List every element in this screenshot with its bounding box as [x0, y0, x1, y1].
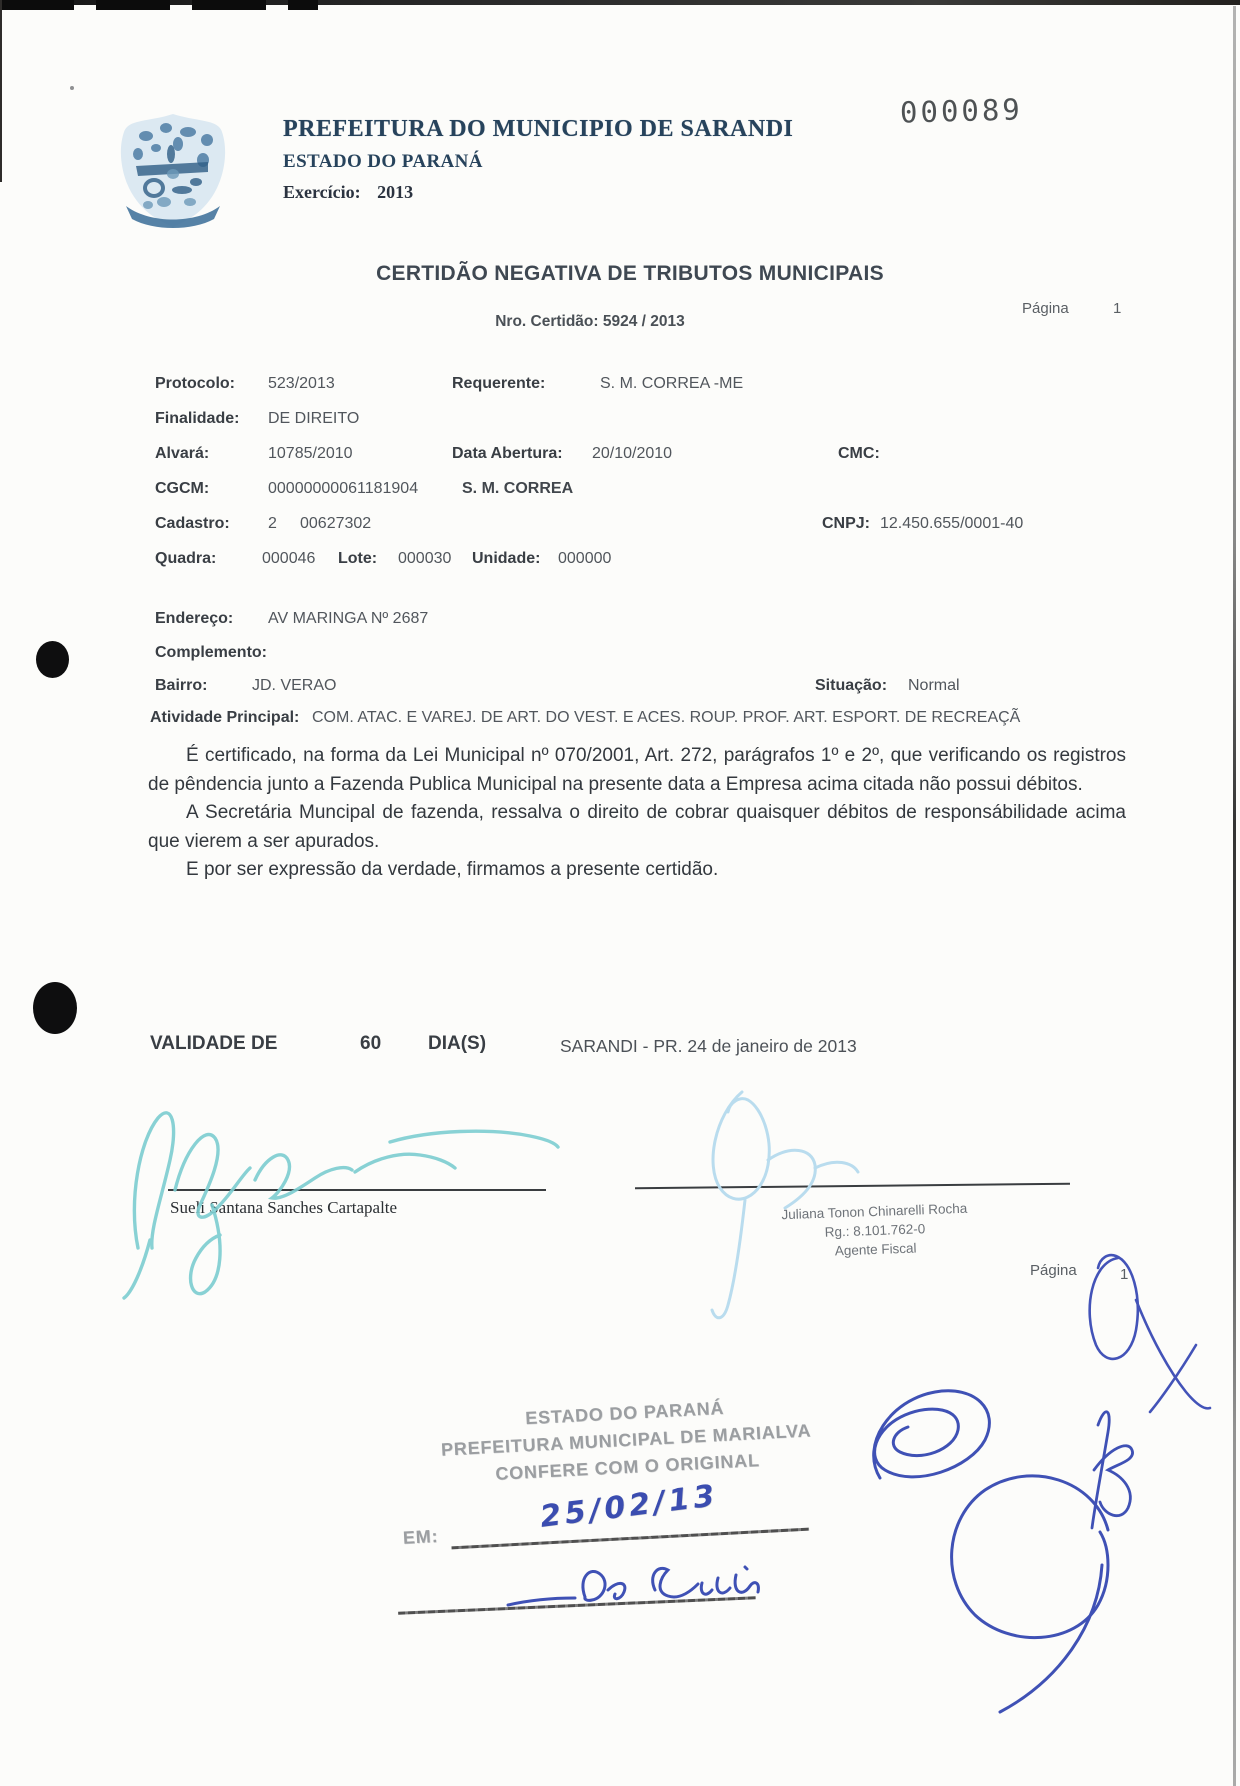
certificate-body-text — [148, 742, 1126, 885]
protocolo-label: Protocolo: — [155, 375, 235, 392]
cadastro-value-1: 2 — [268, 515, 277, 532]
alvara-value: 10785/2010 — [268, 445, 353, 462]
signatory-block-right — [759, 1198, 991, 1263]
pen-scribble-loop — [952, 1476, 1108, 1712]
pen-scribble-spiral — [874, 1391, 990, 1478]
page-label-top: Página — [1022, 300, 1069, 317]
scan-edge-left — [0, 0, 2, 182]
cnpj-label: CNPJ: — [822, 515, 871, 532]
header-org-name: PREFEITURA DO MUNICIPIO DE SARANDI — [283, 116, 794, 142]
bairro-value: JD. VERAO — [252, 677, 337, 694]
lote-value: 000030 — [398, 550, 452, 567]
page-number-top: 1 — [1113, 300, 1122, 317]
document-title: CERTIDÃO NEGATIVA DE TRIBUTOS MUNICIPAIS — [376, 262, 884, 285]
cmc-label: CMC: — [838, 445, 880, 462]
validity-days: 60 — [360, 1033, 382, 1054]
signatory-name-left: Sueli Santana Sanches Cartapalte — [170, 1198, 398, 1217]
stamp-line-2: PREFEITURA MUNICIPAL DE MARIALVA — [440, 1420, 812, 1460]
body-paragraph-2: A Secretária Muncipal de fazenda, ressalva o direito de cobrar quaisquer débitos de responsábilidade acima que vierem a ser apurados. — [148, 802, 1126, 852]
exercise-label: Exercício: — [283, 182, 361, 202]
place-date: SARANDI - PR. 24 de janeiro de 2013 — [560, 1036, 857, 1056]
finalidade-label: Finalidade: — [155, 410, 240, 427]
exercise-value: 2013 — [377, 182, 414, 202]
corner-stamp-number: 000089 — [899, 92, 1024, 130]
pen-scribble-pagina — [1090, 1255, 1210, 1412]
cgcm-label: CGCM: — [155, 480, 210, 497]
certificate-number-value: 5924 / 2013 — [602, 313, 685, 330]
cgcm-company-name: S. M. CORREA — [462, 480, 574, 497]
atividade-value: COM. ATAC. E VAREJ. DE ART. DO VEST. E ACES. ROUP. PROF. ART. ESPORT. DE RECREAÇÃ — [312, 709, 1021, 726]
verification-stamp — [384, 1388, 871, 1564]
handwritten-date: 25/02/13 — [538, 1478, 721, 1535]
validity-label: VALIDADE DE — [150, 1033, 278, 1054]
hole-punch-top — [36, 641, 69, 678]
situacao-label: Situação: — [815, 677, 888, 694]
municipal-crest-logo — [108, 110, 238, 230]
quadra-value: 000046 — [262, 550, 316, 567]
stamp-line-1: ESTADO DO PARANÁ — [524, 1397, 725, 1429]
body-paragraph-1: É certificado, na forma da Lei Municipal nº 070/2001, Art. 272, parágrafos 1º e 2º, que verificando os registros de pêndencia junto a Fazenda Publica Municipal na presente data a Empresa acima citada não possui débitos. — [148, 745, 1126, 795]
scan-edge-top-dashes — [0, 0, 318, 10]
cadastro-value-2: 00627302 — [300, 515, 372, 532]
pen-scribble-k-mark — [1092, 1412, 1133, 1528]
body-paragraph-3: E por ser expressão da verdade, firmamos a presente certidão. — [186, 859, 719, 880]
signature-line-left — [168, 1189, 546, 1191]
quadra-label: Quadra: — [155, 550, 217, 567]
signatory-name-right: Juliana Tonon Chinarelli Rocha — [781, 1200, 968, 1223]
complemento-label: Complemento: — [155, 644, 267, 661]
finalidade-value: DE DIREITO — [268, 410, 360, 427]
header-state: ESTADO DO PARANÁ — [283, 151, 483, 172]
endereco-value: AV MARINGA Nº 2687 — [268, 610, 429, 627]
situacao-value: Normal — [908, 677, 960, 694]
stamp-em-label: EM: — [402, 1526, 439, 1548]
protocolo-value: 523/2013 — [268, 375, 335, 392]
cnpj-value: 12.450.655/0001-40 — [880, 515, 1024, 532]
bairro-label: Bairro: — [155, 677, 208, 694]
signature-line-right — [635, 1183, 1070, 1190]
hole-punch-bottom — [33, 982, 77, 1034]
requerente-value: S. M. CORREA -ME — [600, 375, 744, 392]
data-abertura-label: Data Abertura: — [452, 445, 563, 462]
stamp-line-3: CONFERE COM O ORIGINAL — [494, 1450, 761, 1484]
unidade-label: Unidade: — [472, 550, 541, 567]
page-number-bottom: 1 — [1120, 1266, 1129, 1283]
cgcm-value: 00000000061181904 — [268, 480, 419, 497]
page-label-bottom: Página — [1030, 1262, 1077, 1279]
requerente-label: Requerente: — [452, 375, 546, 392]
scan-speck — [70, 86, 74, 90]
signatory-role-right: Agente Fiscal — [834, 1240, 917, 1259]
endereco-label: Endereço: — [155, 610, 234, 627]
stamp-em-line — [451, 1528, 809, 1550]
certificate-number-line — [400, 313, 780, 331]
signatory-id-right: Rg.: 8.101.762-0 — [824, 1221, 926, 1240]
header-exercise — [283, 182, 413, 203]
unidade-value: 000000 — [558, 550, 612, 567]
atividade-label: Atividade Principal: — [150, 709, 300, 726]
stamp-signature-line — [398, 1596, 756, 1615]
certificate-number-label: Nro. Certidão: — [495, 313, 599, 330]
data-abertura-value: 20/10/2010 — [592, 445, 673, 462]
cadastro-label: Cadastro: — [155, 515, 230, 532]
alvara-label: Alvará: — [155, 445, 210, 462]
scan-edge-right — [1233, 6, 1236, 1786]
validity-unit: DIA(S) — [428, 1033, 487, 1054]
lote-label: Lote: — [338, 550, 378, 567]
